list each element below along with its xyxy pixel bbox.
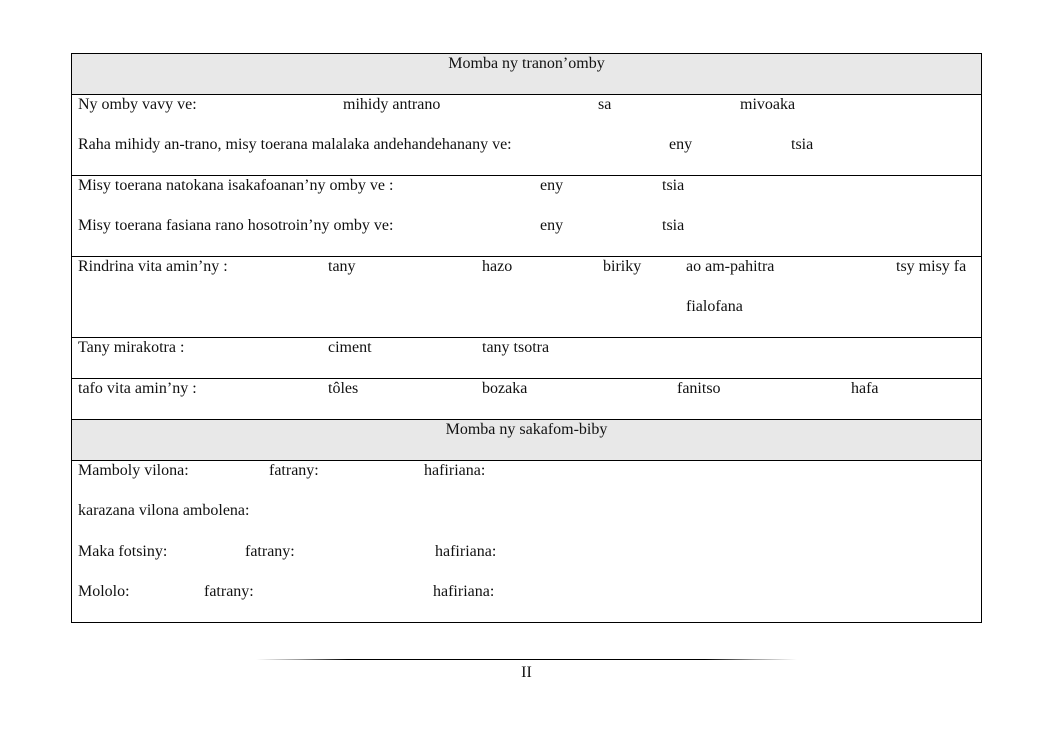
water-place-label: Misy toerana fasiana rano hosotroin’ny omby ve: (78, 217, 394, 234)
straw-frequency-label: hafiriana: (433, 583, 495, 600)
forage-type-label: karazana vilona ambolena: (78, 502, 250, 519)
feeding-place-label: Misy toerana natokana isakafoanan’ny omby ve : (78, 177, 394, 194)
forage-label: Mamboly vilona: (78, 462, 189, 479)
straw-label: Mololo: (78, 583, 130, 600)
forage-frequency-label: hafiriana: (424, 462, 486, 479)
roof-label: tafo vita amin’ny : (78, 380, 197, 397)
walls-option-wood[interactable]: hazo (482, 258, 513, 275)
roof-option-other[interactable]: hafa (851, 380, 879, 397)
facilities-section (72, 176, 981, 257)
feeding-place-no[interactable]: tsia (662, 177, 685, 194)
lodging-option-indoor[interactable]: mihidy antrano (343, 96, 441, 113)
cattle-survey-form (71, 53, 982, 623)
feeding-section-title: Momba ny sakafom-biby (445, 421, 608, 438)
clean-place-no[interactable]: tsia (791, 136, 814, 153)
walls-label: Rindrina vita amin’ny : (78, 258, 228, 275)
clean-place-label: Raha mihidy an-trano, misy toerana malalaka andehandehanany ve: (78, 136, 512, 153)
lodging-option-outdoor[interactable]: mivoaka (740, 96, 796, 113)
forage-quantity-label: fatrany: (269, 462, 319, 479)
lodging-option-or: sa (598, 96, 612, 113)
floor-option-cement[interactable]: ciment (328, 339, 372, 356)
feeding-place-yes[interactable]: eny (540, 177, 564, 194)
roof-option-thatch[interactable]: bozaka (482, 380, 528, 397)
concentrate-frequency-label: hafiriana: (435, 543, 497, 560)
floor-label: Tany mirakotra : (78, 339, 185, 356)
footer-divider (256, 659, 797, 660)
walls-option-pen-continued: fialofana (686, 298, 743, 315)
roof-option-sheet-metal[interactable]: tôles (328, 380, 359, 397)
walls-option-pen[interactable]: ao am-pahitra (686, 258, 775, 275)
water-place-no[interactable]: tsia (662, 217, 685, 234)
roof-section (72, 379, 981, 420)
lodging-label: Ny omby vavy ve: (78, 96, 197, 113)
feeding-section-header (72, 420, 981, 461)
clean-place-yes[interactable]: eny (669, 136, 693, 153)
water-place-yes[interactable]: eny (540, 217, 564, 234)
concentrate-quantity-label: fatrany: (245, 543, 295, 560)
lodging-section (72, 95, 981, 176)
housing-section-header (72, 54, 981, 95)
walls-option-none[interactable]: tsy misy fa (896, 258, 967, 275)
concentrate-label: Maka fotsiny: (78, 543, 168, 560)
walls-option-brick[interactable]: biriky (603, 258, 642, 275)
floor-section (72, 338, 981, 379)
roof-option-fanitso[interactable]: fanitso (677, 380, 721, 397)
walls-section (72, 257, 981, 338)
straw-quantity-label: fatrany: (204, 583, 254, 600)
housing-section-title: Momba ny tranon’omby (448, 55, 605, 72)
feeding-section (72, 461, 981, 622)
floor-option-plain-earth[interactable]: tany tsotra (482, 339, 550, 356)
walls-option-earth[interactable]: tany (328, 258, 356, 275)
page-number: II (521, 664, 532, 681)
